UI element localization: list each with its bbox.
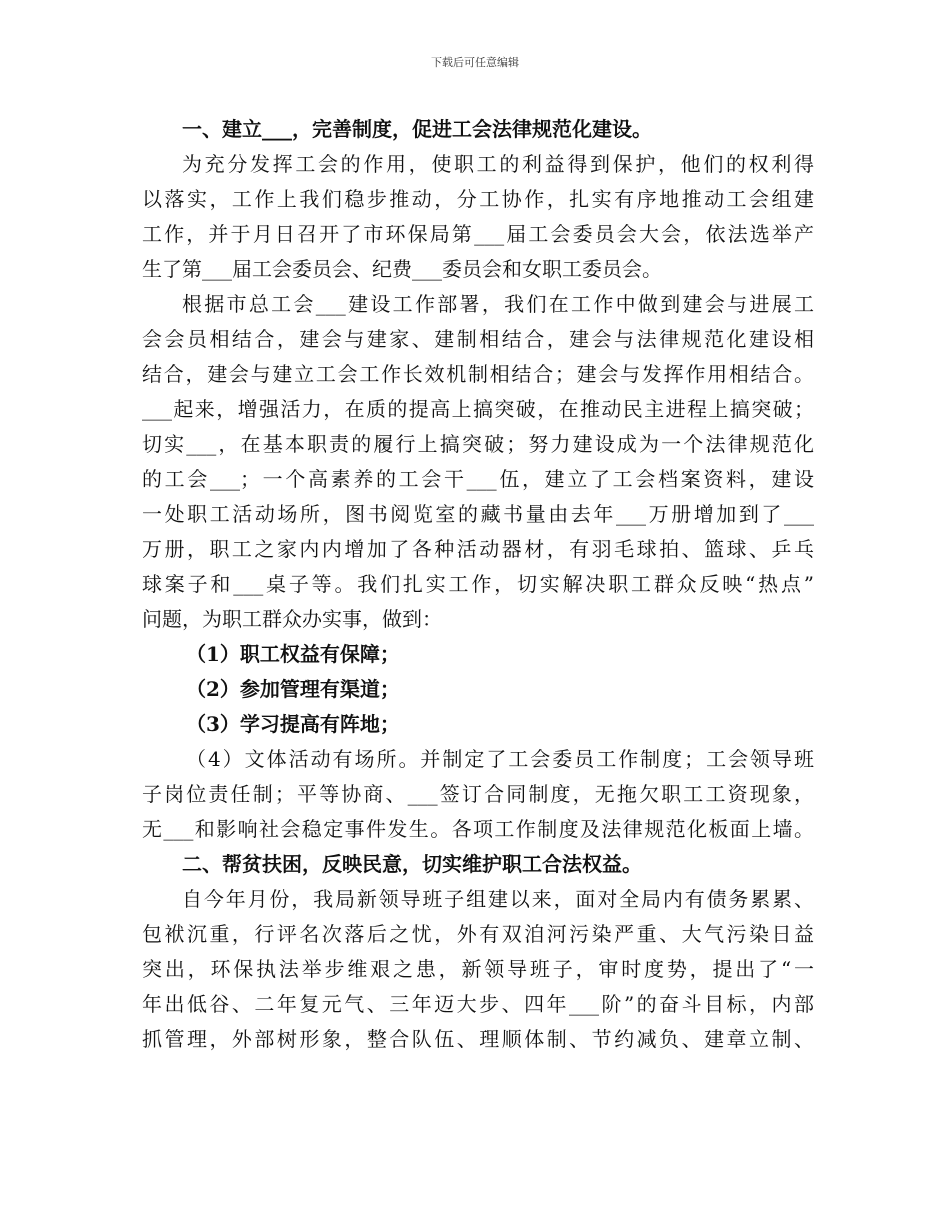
heading-line: 二、帮贫扶困，反映民意，切实维护职工合法权益。 — [182, 852, 642, 876]
paragraph-line: 为充分发挥工会的作用，使职工的利益得到保护，他们的权利得 — [182, 152, 814, 176]
paragraph-line: 万册，职工之家内内增加了各种活动器材，有羽毛球拍、篮球、乒乓 — [142, 537, 814, 561]
paragraph-line: 根据市总工会___建设工作部署，我们在工作中做到建会与进展工 — [182, 292, 814, 316]
paragraph-line: 突出，环保执法举步维艰之患，新领导班子，审时度势，提出了“一 — [142, 957, 814, 981]
paragraph-line: 年出低谷、二年复元气、三年迈大步、四年___阶”的奋斗目标，内部 — [142, 992, 814, 1016]
document-body — [142, 112, 814, 1057]
paragraph-line: 子岗位责任制；平等协商、___签订合同制度，无拖欠职工工资现象， — [142, 782, 814, 806]
paragraph-line: 生了第___届工会委员会、纪费___委员会和女职工委员会。 — [142, 257, 662, 281]
paragraph-line: 切实___，在基本职责的履行上搞突破；努力建设成为一个法律规范化 — [142, 432, 814, 456]
paragraph-line: ___起来，增强活力，在质的提高上搞突破，在推动民主进程上搞突破； — [142, 397, 814, 421]
paragraph-line: 的工会___；一个高素养的工会干___伍，建立了工会档案资料，建设 — [142, 467, 814, 491]
paragraph-line: 会会员相结合，建会与建家、建制相结合，建会与法律规范化建设相 — [142, 327, 814, 351]
paragraph-line: 自今年月份，我局新领导班子组建以来，面对全局内有债务累累、 — [182, 887, 814, 911]
paragraph-line: 无___和影响社会稳定事件发生。各项工作制度及法律规范化板面上墙。 — [142, 817, 814, 841]
paragraph-line: 包袱沉重，行评名次落后之忧，外有双洎河污染严重、大气污染日益 — [142, 922, 814, 946]
paragraph-line: 工作，并于月日召开了市环保局第___届工会委员会大会，依法选举产 — [142, 222, 814, 246]
paragraph-line: 抓管理，外部树形象，整合队伍、理顺体制、节约减负、建章立制、 — [142, 1027, 814, 1051]
paragraph-line: 结合，建会与建立工会工作长效机制相结合；建会与发挥作用相结合。 — [142, 362, 814, 386]
paragraph-line: 一处职工活动场所，图书阅览室的藏书量由去年___万册增加到了___ — [142, 502, 814, 526]
heading-line: （3）学习提高有阵地； — [186, 712, 400, 736]
paragraph-line: 以落实，工作上我们稳步推动，分工协作，扎实有序地推动工会组建 — [142, 187, 814, 211]
heading-line: （2）参加管理有渠道； — [186, 677, 400, 701]
heading-line: （1）职工权益有保障； — [186, 642, 400, 666]
paragraph-line: 球案子和___桌子等。我们扎实工作，切实解决职工群众反映“热点” — [142, 572, 814, 596]
heading-line: 一、建立___，完善制度，促进工会法律规范化建设。 — [182, 117, 652, 141]
paragraph-line: 问题，为职工群众办实事，做到： — [142, 607, 442, 631]
page-header: 下载后可任意编辑 — [431, 56, 519, 69]
paragraph-line: （4）文体活动有场所。并制定了工会委员工作制度；工会领导班 — [186, 747, 814, 771]
